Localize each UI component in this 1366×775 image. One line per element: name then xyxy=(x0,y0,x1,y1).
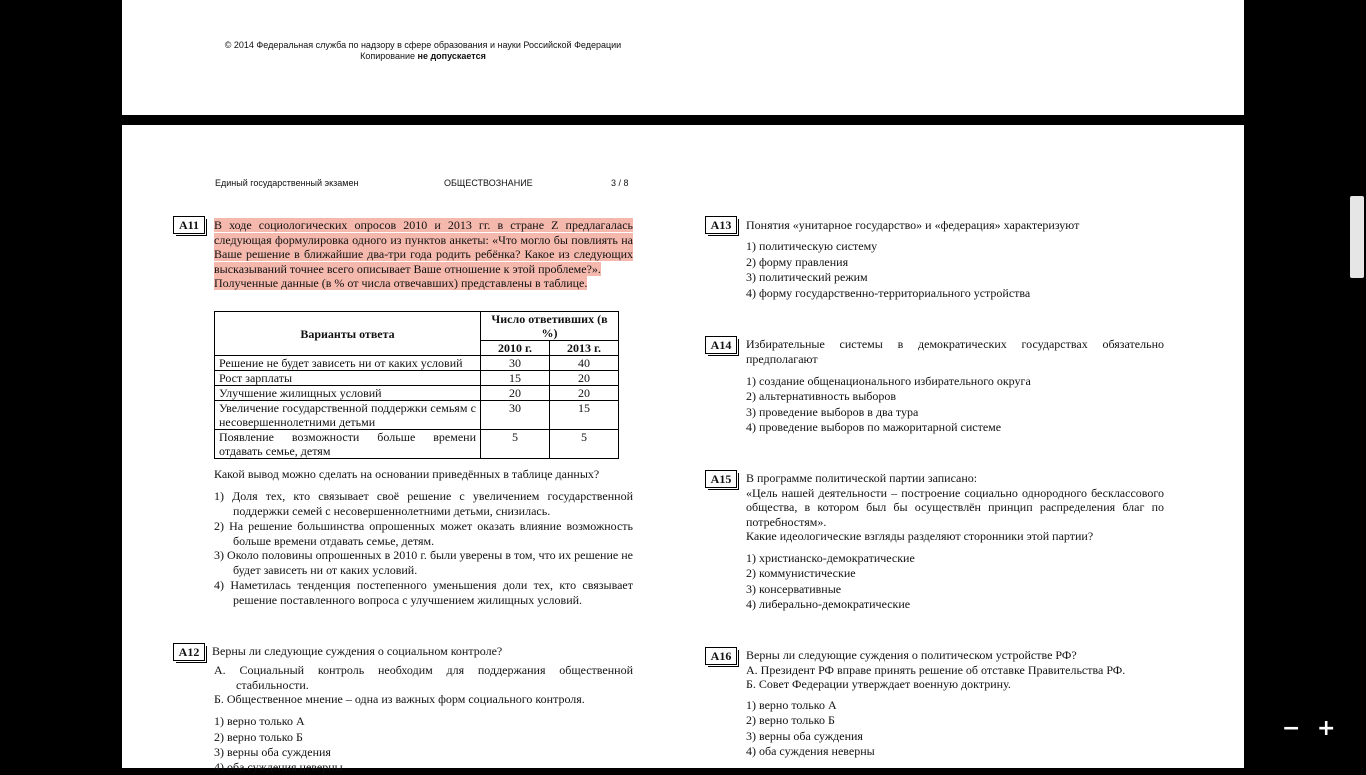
a14-option[interactable]: 4) проведение выборов по мажоритарной системе xyxy=(746,420,1002,434)
highlighted-text: Полученные данные (в % от числа отвечавших) представлены в таблице. xyxy=(214,276,588,290)
table-cell: 20 xyxy=(550,371,619,386)
table-row xyxy=(215,386,619,401)
previous-page xyxy=(122,0,1244,115)
a15-option[interactable]: 1) христианско-демократические xyxy=(746,551,915,565)
a14-question-text: Избирательные системы в демократических государствах обязательно предполагают xyxy=(746,337,1164,366)
exam-title: Единый государственный экзамен xyxy=(215,178,359,188)
a12-statement-b: Б. Общественное мнение – одна из важных форм социального контроля. xyxy=(214,692,585,706)
scrollbar-thumb[interactable] xyxy=(1350,196,1364,278)
a11-conclusion-question: Какой вывод можно сделать на основании приведённых в таблице данных? xyxy=(214,467,600,481)
zoom-out-button[interactable]: − xyxy=(1282,716,1301,741)
current-page xyxy=(122,125,1244,774)
a11-option[interactable]: 4) Наметилась тенденция постепенного уменьшения доли тех, кто связывает решение поставленного вопроса с улучшением жилищных условий. xyxy=(214,578,633,607)
a12-option[interactable]: 2) верно только Б xyxy=(214,730,303,744)
copyright-notice xyxy=(122,40,724,62)
vertical-scrollbar[interactable] xyxy=(1348,0,1366,768)
a16-option[interactable]: 3) верны оба суждения xyxy=(746,729,863,743)
table-cell: 15 xyxy=(481,371,550,386)
a15-question-text xyxy=(746,471,1164,544)
table-cell: Решение не будет зависеть ни от каких условий xyxy=(215,356,481,371)
a15-quote: «Цель нашей деятельности – построение социально однородного бесклассового общества, в котором был бы осуществлён принцип распределения благ по потребностям». xyxy=(746,485,1164,529)
table-cell: 30 xyxy=(481,401,550,430)
a15-intro: В программе политической партии записано: xyxy=(746,471,978,485)
table-cell: 20 xyxy=(550,386,619,401)
a12-option[interactable]: 1) верно только А xyxy=(214,714,305,728)
a16-statement-b: Б. Совет Федерации утверждает военную доктрину. xyxy=(746,677,1011,691)
a12-statement-a: А. Социальный контроль необходим для поддержания общественной стабильности. xyxy=(214,663,633,692)
a15-question: Какие идеологические взгляды разделяют сторонники этой партии? xyxy=(746,529,1094,543)
a14-option[interactable]: 3) проведение выборов в два тура xyxy=(746,405,919,419)
a15-option[interactable]: 4) либерально-демократические xyxy=(746,597,911,611)
page-number: 3 / 8 xyxy=(611,178,629,188)
table-cell: Рост зарплаты xyxy=(215,371,481,386)
table-header-answer: Варианты ответа xyxy=(215,312,481,356)
table-cell: Улучшение жилищных условий xyxy=(215,386,481,401)
question-number-a11: A11 xyxy=(173,216,205,234)
table-cell: 15 xyxy=(550,401,619,430)
a12-question-text: Верны ли следующие суждения о социальном контроле? xyxy=(212,644,503,658)
a15-option[interactable]: 3) консервативные xyxy=(746,582,842,596)
a14-option[interactable]: 1) создание общенационального избирательного округа xyxy=(746,374,1031,388)
table-row xyxy=(215,401,619,430)
highlighted-text: В ходе социологических опросов 2010 и 2013 гг. в стране Z предлагалась следующая формулировка одного из пунктов анкеты: «Что могло бы повлиять на Ваше решение в ближайшие два-три года родить ребёнка? Какое из следующих высказываний точнее всего описывает Ваше отношение к этой проблеме?». xyxy=(214,218,633,276)
a12-option[interactable]: 3) верны оба суждения xyxy=(214,745,331,759)
table-cell: 30 xyxy=(481,356,550,371)
table-row xyxy=(215,371,619,386)
table-header-year: 2013 г. xyxy=(550,341,619,356)
question-number-a16: A16 xyxy=(705,647,737,665)
question-number-a12: A12 xyxy=(173,643,205,661)
a16-question-text xyxy=(746,648,1166,692)
table-cell: 5 xyxy=(481,430,550,459)
a13-option[interactable]: 1) политическую систему xyxy=(746,239,878,253)
table-cell: 5 xyxy=(550,430,619,459)
a13-option[interactable]: 3) политический режим xyxy=(746,270,868,284)
table-cell: 20 xyxy=(481,386,550,401)
a12-option[interactable]: 4) оба суждения неверны xyxy=(214,760,343,774)
a11-question-text xyxy=(214,218,633,291)
table-header-year: 2010 г. xyxy=(481,341,550,356)
a13-question-text: Понятия «унитарное государство» и «федерация» характеризуют xyxy=(746,218,1080,232)
a16-option[interactable]: 4) оба суждения неверны xyxy=(746,744,875,758)
a16-option[interactable]: 1) верно только А xyxy=(746,698,837,712)
a15-option[interactable]: 2) коммунистические xyxy=(746,566,856,580)
question-number-a14: A14 xyxy=(705,336,737,354)
table-cell: 40 xyxy=(550,356,619,371)
table-row xyxy=(215,430,619,459)
a13-option[interactable]: 2) форму правления xyxy=(746,255,849,269)
survey-table xyxy=(214,311,619,459)
a11-option[interactable]: 3) Около половины опрошенных в 2010 г. были уверены в том, что их решение не будет зависеть ни от каких условий. xyxy=(214,548,633,577)
a11-option[interactable]: 2) На решение большинства опрошенных может оказать влияние возможность больше времени отдавать семье, детям. xyxy=(214,519,633,548)
table-cell: Увеличение государственной поддержки семьям с несовершеннолетними детьми xyxy=(215,401,481,430)
zoom-in-button[interactable]: + xyxy=(1317,716,1336,741)
table-cell: Появление возможности больше времени отдавать семье, детям xyxy=(215,430,481,459)
a16-question: Верны ли следующие суждения о политическом устройстве РФ? xyxy=(746,648,1077,662)
table-header-count: Число ответивших (в %) xyxy=(481,312,619,341)
question-number-a13: A13 xyxy=(705,216,737,234)
a13-option[interactable]: 4) форму государственно-территориального устройства xyxy=(746,286,1031,300)
a16-statement-a: А. Президент РФ вправе принять решение об отставке Правительства РФ. xyxy=(746,662,1126,677)
a16-option[interactable]: 2) верно только Б xyxy=(746,713,835,727)
copyright-line: © 2014 Федеральная служба по надзору в сфере образования и науки Российской Федерации xyxy=(224,40,622,50)
a14-option[interactable]: 2) альтернативность выборов xyxy=(746,389,897,403)
table-row xyxy=(215,356,619,371)
copy-warning: Копирование не допускается xyxy=(360,51,486,61)
subject-title: ОБЩЕСТВОЗНАНИЕ xyxy=(444,178,533,188)
a11-option[interactable]: 1) Доля тех, кто связывает своё решение с увеличением государственной поддержки семей с несовершеннолетними детьми, снизилась. xyxy=(214,489,633,518)
question-number-a15: A15 xyxy=(705,470,737,488)
